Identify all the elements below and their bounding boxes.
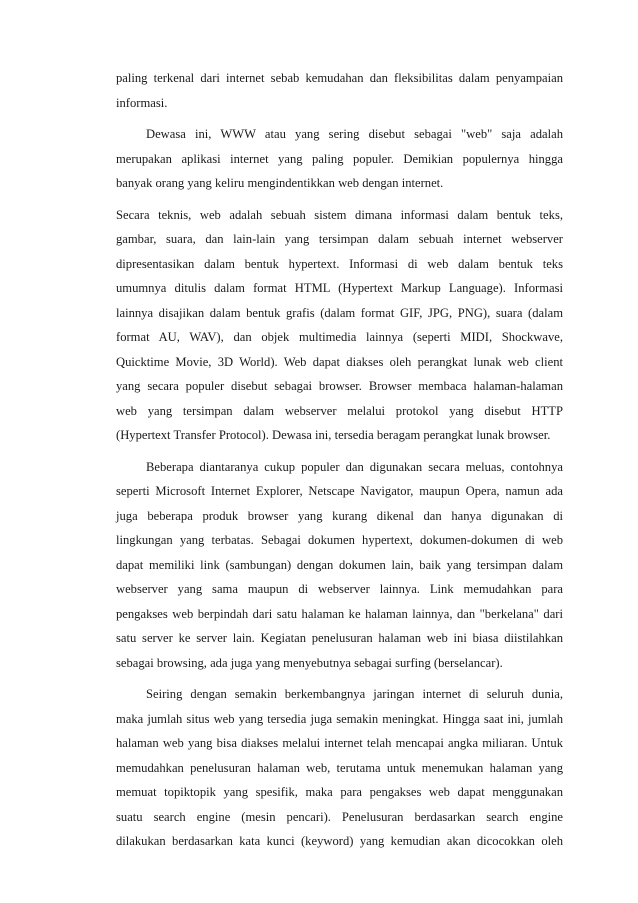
- text-line: dapat memiliki link (sambungan) dengan dokumen lain, baik yang tersimpan dalam: [116, 557, 563, 572]
- text-line: satu server ke server lain. Kegiatan penelusuran halaman web ini biasa diistilahkan: [116, 631, 563, 645]
- text-line: umumnya ditulis dalam format HTML (Hypertext Markup Language). Informasi: [116, 281, 563, 295]
- text-line: (Hypertext Transfer Protocol). Dewasa ini, tersedia beragam perangkat lunak browser.: [116, 428, 551, 442]
- text-line: memuat topiktopik yang spesifik, maka para pengakses web dapat menggunakan: [116, 785, 563, 799]
- paragraph: [116, 122, 563, 196]
- text-line: lainnya disajikan dalam bentuk grafis (dalam format GIF, JPG, PNG), suara (dalam: [116, 305, 563, 320]
- text-line: banyak orang yang keliru mengindentikkan web dengan internet.: [116, 176, 444, 190]
- text-line: suatu search engine (mesin pencari). Penelusuran berdasarkan search engine: [116, 809, 563, 824]
- text-line: Seiring dengan semakin berkembangnya jaringan internet di seluruh dunia,: [146, 687, 563, 701]
- paragraph: [116, 203, 563, 448]
- text-line: format AU, WAV), dan objek multimedia lainnya (seperti MIDI, Shockwave,: [116, 330, 563, 344]
- text-line: memudahkan penelusuran halaman web, terutama untuk menemukan halaman yang: [116, 760, 563, 775]
- text-line: lingkungan yang terbatas. Sebagai dokumen hypertext, dokumen-dokumen di web: [116, 533, 563, 547]
- text-line: web yang tersimpan dalam webserver melalui protokol yang disebut HTTP: [116, 403, 563, 418]
- text-line: Dewasa ini, WWW atau yang sering disebut sebagai "web" saja adalah: [146, 127, 563, 141]
- text-line: Beberapa diantaranya cukup populer dan digunakan secara meluas, contohnya: [146, 459, 563, 474]
- paragraph-gap: [116, 448, 563, 455]
- text-line: dilakukan berdasarkan kata kunci (keyword) yang kemudian akan dicocokkan oleh: [116, 834, 563, 848]
- text-line: yang secara populer disebut sebagai browser. Browser membaca halaman-halaman: [116, 379, 563, 393]
- paragraph: [116, 682, 563, 854]
- text-line: paling terkenal dari internet sebab kemudahan dan fleksibilitas dalam penyampaian: [116, 71, 563, 85]
- text-line: Secara teknis, web adalah sebuah sistem dimana informasi dalam bentuk teks,: [116, 207, 563, 222]
- text-line: informasi.: [116, 95, 168, 110]
- paragraph: [116, 66, 563, 115]
- paragraph-gap: [116, 675, 563, 682]
- paragraph: [116, 455, 563, 676]
- text-line: seperti Microsoft Internet Explorer, Netscape Navigator, maupun Opera, namun ada: [116, 484, 563, 498]
- text-line: merupakan aplikasi internet yang paling populer. Demikian populernya hingga: [116, 151, 563, 166]
- document-body: [116, 66, 563, 854]
- text-line: juga beberapa produk browser yang kurang dikenal dan hanya digunakan di: [116, 508, 563, 523]
- text-line: sebagai browsing, ada juga yang menyebutnya sebagai surfing (berselancar).: [116, 655, 503, 670]
- text-line: halaman web yang bisa diakses melalui internet telah mencapai angka miliaran. Untuk: [116, 736, 563, 750]
- paragraph-gap: [116, 196, 563, 203]
- text-line: Quicktime Movie, 3D World). Web dapat diakses oleh perangkat lunak web client: [116, 354, 563, 369]
- paragraph-gap: [116, 115, 563, 122]
- text-line: pengakses web berpindah dari satu halaman ke halaman lainnya, dan "berkelana" dari: [116, 606, 563, 621]
- text-line: dipresentasikan dalam bentuk hypertext. Informasi di web dalam bentuk teks: [116, 256, 563, 271]
- text-line: webserver yang sama maupun di webserver lainnya. Link memudahkan para: [116, 582, 563, 596]
- text-line: gambar, suara, dan lain-lain yang tersimpan dalam sebuah internet webserver: [116, 232, 563, 246]
- text-line: maka jumlah situs web yang tersedia juga semakin meningkat. Hingga saat ini, jumlah: [116, 711, 563, 726]
